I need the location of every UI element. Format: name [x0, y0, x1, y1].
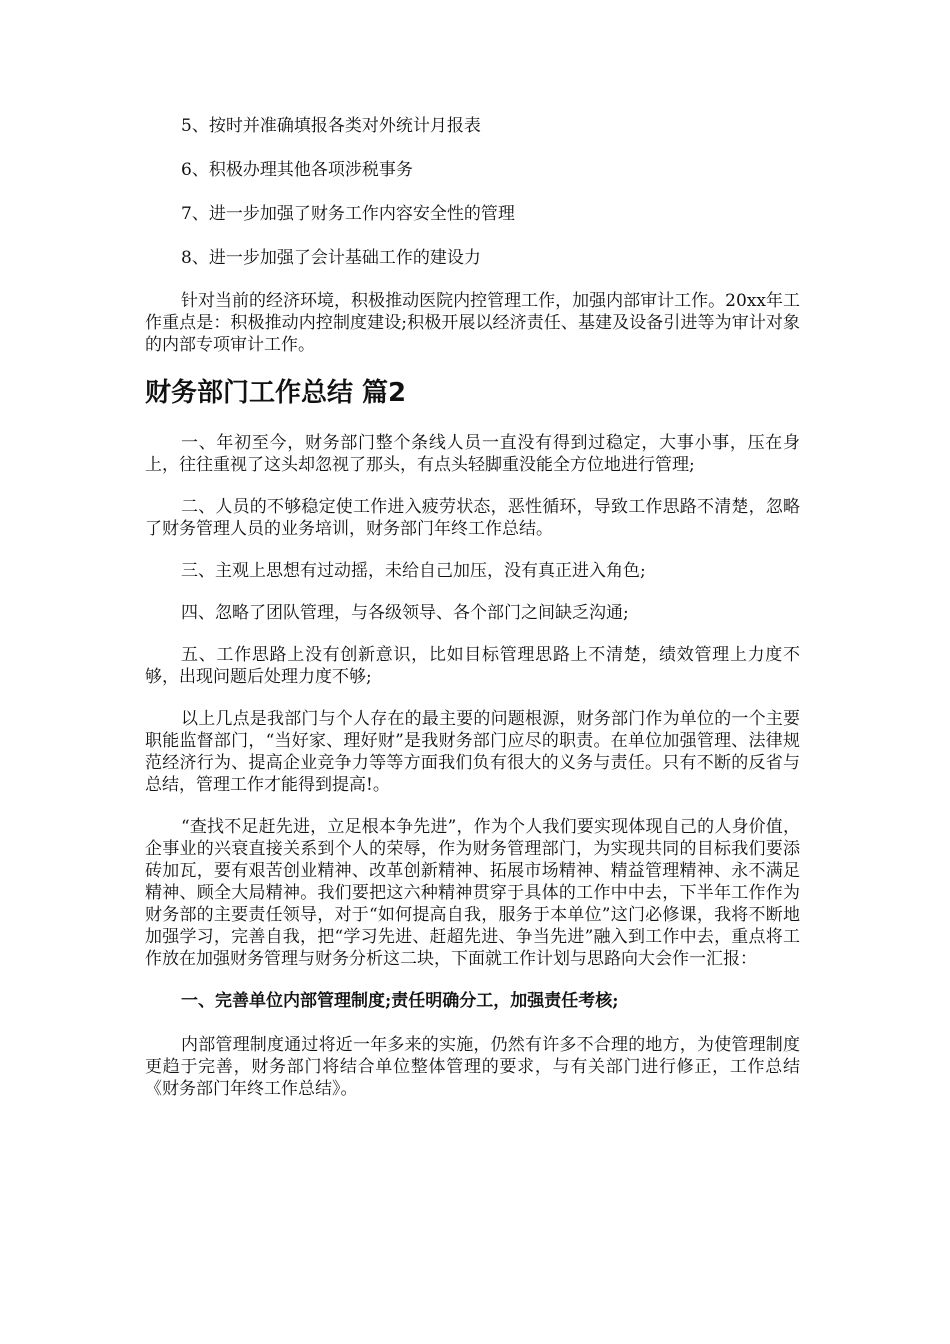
list-item: 8、进一步加强了会计基础工作的建设力: [181, 248, 481, 268]
closing-paragraph: 内部管理制度通过将近一年多来的实施，仍然有许多不合理的地方，为使管理制度更趋于完善，财务部门将结合单位整体管理的要求，与有关部门进行修正，工作总结《财务部门年终工作总结》。: [145, 1035, 800, 1099]
sub-heading: 一、完善单位内部管理制度;责任明确分工，加强责任考核;: [181, 991, 619, 1011]
paragraph: 一、年初至今，财务部门整个条线人员一直没有得到过稳定，大事小事，压在身上，往往重视了这头却忽视了那头，有点头轻脚重没能全方位地进行管理;: [145, 433, 800, 475]
document-body: [145, 114, 800, 1120]
paragraph: 四、忽略了团队管理，与各级领导、各个部门之间缺乏沟通;: [181, 603, 629, 623]
paragraph: 以上几点是我部门与个人存在的最主要的问题根源，财务部门作为单位的一个主要职能监督部门，“当好家、理好财”是我财务部门应尽的职责。在单位加强管理、法律规范经济行为、提高企业竞争力等等方面我们负有很大的义务与责任。只有不断的反省与总结，管理工作才能得到提高!。: [145, 709, 800, 795]
paragraph: “查找不足赶先进，立足根本争先进”，作为个人我们要实现体现自己的人身价值，企事业的兴衰直接关系到个人的荣辱，作为财务管理部门，为实现共同的目标我们要添砖加瓦，要有艰苦创业精神、改革创新精神、拓展市场精神、精益管理精神、永不满足精神、顾全大局精神。我们要把这六种精神贯穿于具体的工作中中去，下半年工作作为财务部的主要责任领导，对于“如何提高自我，服务于本单位”这门必修课，我将不断地加强学习，完善自我，把“学习先进、赶超先进、争当先进”融入到工作中去，重点将工作放在加强财务管理与财务分析这二块，下面就工作计划与思路向大会作一汇报：: [145, 817, 800, 969]
paragraph: 五、工作思路上没有创新意识，比如目标管理思路上不清楚，绩效管理上力度不够，出现问题后处理力度不够;: [145, 645, 800, 687]
paragraph: 二、人员的不够稳定使工作进入疲劳状态，恶性循环，导致工作思路不清楚，忽略了财务管理人员的业务培训，财务部门年终工作总结。: [145, 497, 800, 539]
list-item: 7、进一步加强了财务工作内容安全性的管理: [181, 204, 515, 224]
list-item: 5、按时并准确填报各类对外统计月报表: [181, 116, 481, 136]
section-heading: 财务部门工作总结 篇2: [145, 378, 407, 408]
paragraph: 三、主观上思想有过动摇，未给自己加压，没有真正进入角色;: [181, 561, 646, 581]
intro-paragraph: 针对当前的经济环境，积极推动医院内控管理工作，加强内部审计工作。20xx年工作重点是：积极推动内控制度建设;积极开展以经济责任、基建及设备引进等为审计对象的内部专项审计工作。: [145, 291, 800, 355]
list-item: 6、积极办理其他各项涉税事务: [181, 160, 413, 180]
